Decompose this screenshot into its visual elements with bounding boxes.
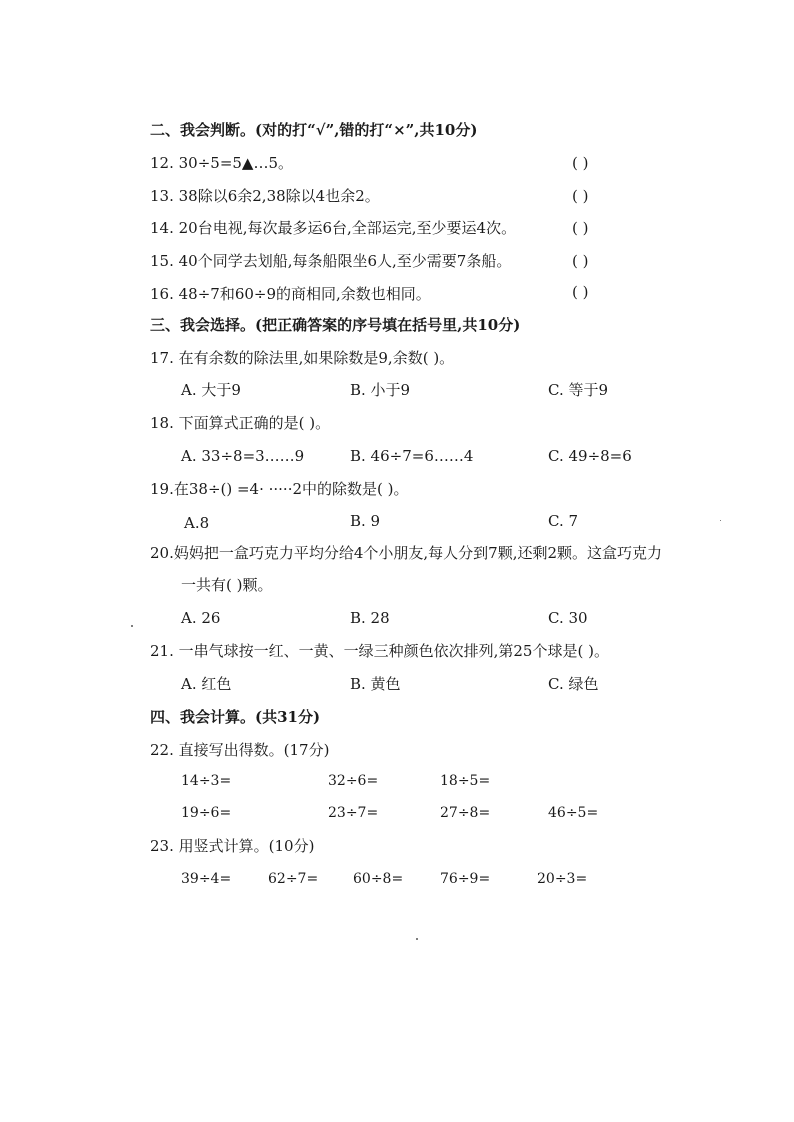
calc-23-3: 60÷8= bbox=[353, 871, 404, 887]
question-12: 12. 30÷5=5▲…5。 bbox=[150, 154, 294, 172]
calc-22-3: 18÷5= bbox=[440, 773, 491, 789]
answer-blank-14[interactable]: ( ) bbox=[572, 219, 589, 237]
calc-22-2: 32÷6= bbox=[328, 773, 379, 789]
option-18-c[interactable]: C. 49÷8=6 bbox=[548, 447, 632, 465]
option-20-b[interactable]: B. 28 bbox=[350, 609, 390, 627]
calc-22-7: 46÷5= bbox=[548, 805, 599, 821]
option-21-c[interactable]: C. 绿色 bbox=[548, 675, 599, 693]
option-18-a[interactable]: A. 33÷8=3……9 bbox=[181, 447, 305, 465]
answer-blank-12[interactable]: ( ) bbox=[572, 154, 589, 172]
section4-heading: 四、我会计算。(共31分) bbox=[150, 708, 321, 726]
answer-blank-15[interactable]: ( ) bbox=[572, 252, 589, 270]
option-21-b[interactable]: B. 黄色 bbox=[350, 675, 401, 693]
option-19-b[interactable]: B. 9 bbox=[350, 512, 381, 530]
option-17-a[interactable]: A. 大于9 bbox=[181, 381, 241, 399]
question-14: 14. 20台电视,每次最多运6台,全部运完,至少要运4次。 bbox=[150, 219, 517, 237]
question-23: 23. 用竖式计算。(10分) bbox=[150, 837, 315, 855]
section3-heading: 三、我会选择。(把正确答案的序号填在括号里,共10分) bbox=[150, 316, 521, 334]
calc-23-4: 76÷9= bbox=[440, 871, 491, 887]
question-20-line1: 20.妈妈把一盒巧克力平均分给4个小朋友,每人分到7颗,还剩2颗。这盒巧克力 bbox=[150, 544, 663, 562]
scan-speck bbox=[416, 938, 418, 940]
option-18-b[interactable]: B. 46÷7=6……4 bbox=[350, 447, 474, 465]
calc-22-6: 27÷8= bbox=[440, 805, 491, 821]
question-15: 15. 40个同学去划船,每条船限坐6人,至少需要7条船。 bbox=[150, 252, 512, 270]
question-22: 22. 直接写出得数。(17分) bbox=[150, 741, 330, 759]
calc-22-5: 23÷7= bbox=[328, 805, 379, 821]
calc-23-2: 62÷7= bbox=[268, 871, 319, 887]
question-18: 18. 下面算式正确的是( )。 bbox=[150, 414, 331, 432]
question-17: 17. 在有余数的除法里,如果除数是9,余数( )。 bbox=[150, 349, 455, 367]
option-21-a[interactable]: A. 红色 bbox=[181, 675, 232, 693]
question-16: 16. 48÷7和60÷9的商相同,余数也相同。 bbox=[150, 285, 431, 303]
section2-heading: 二、我会判断。(对的打“√”,错的打“×”,共10分) bbox=[150, 121, 478, 139]
option-19-a[interactable]: A.8 bbox=[184, 514, 210, 532]
answer-blank-13[interactable]: ( ) bbox=[572, 187, 589, 205]
scan-speck bbox=[131, 625, 133, 627]
question-21: 21. 一串气球按一红、一黄、一绿三种颜色依次排列,第25个球是( )。 bbox=[150, 642, 609, 660]
question-19: 19.在38÷() =4· ·····2中的除数是( )。 bbox=[150, 480, 409, 498]
option-20-a[interactable]: A. 26 bbox=[181, 609, 221, 627]
calc-23-5: 20÷3= bbox=[537, 871, 588, 887]
question-20-line2: 一共有( )颗。 bbox=[181, 576, 273, 594]
option-17-b[interactable]: B. 小于9 bbox=[350, 381, 411, 399]
answer-blank-16[interactable]: ( ) bbox=[572, 283, 589, 301]
scan-speck bbox=[720, 520, 721, 521]
calc-22-4: 19÷6= bbox=[181, 805, 232, 821]
calc-22-1: 14÷3= bbox=[181, 773, 232, 789]
option-20-c[interactable]: C. 30 bbox=[548, 609, 588, 627]
calc-23-1: 39÷4= bbox=[181, 871, 232, 887]
option-17-c[interactable]: C. 等于9 bbox=[548, 381, 609, 399]
option-19-c[interactable]: C. 7 bbox=[548, 512, 579, 530]
question-13: 13. 38除以6余2,38除以4也余2。 bbox=[150, 187, 380, 205]
